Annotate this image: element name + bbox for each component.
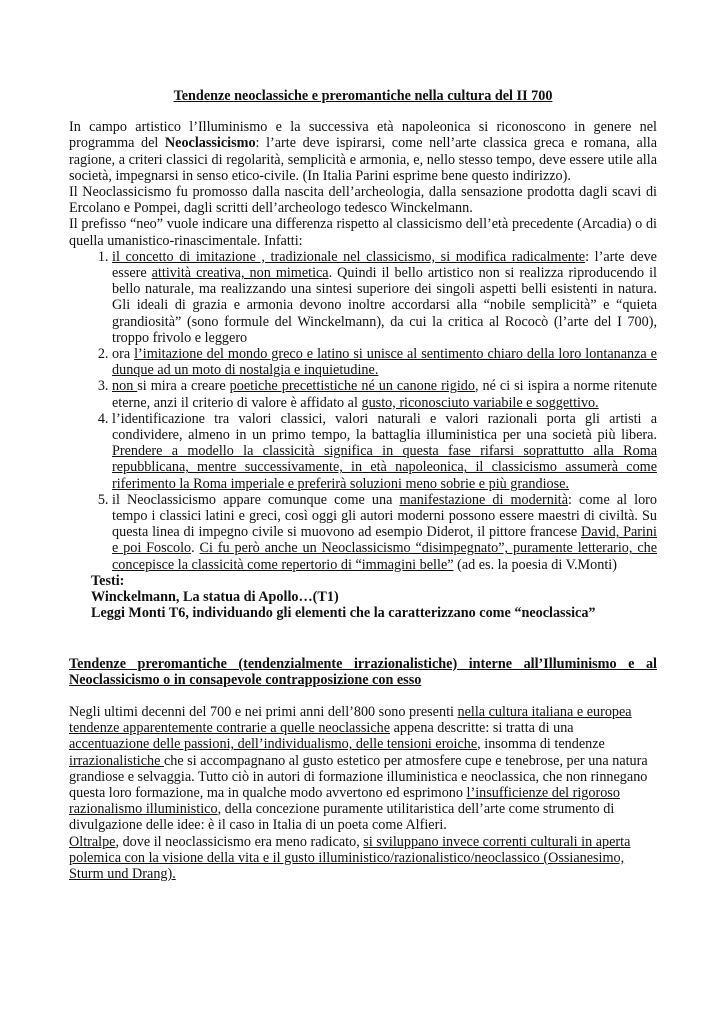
underlined-text: non (112, 378, 138, 395)
underlined-text: Ci fu però anche un Neoclassicismo “disimpegnato”, puramente letterario, che concepisce la classicità come repertorio di “immagini belle” (112, 540, 658, 573)
underlined-text: Oltralpe (69, 833, 116, 850)
texts-line-2: Leggi Monti T6, individuando gli elementi che la caratterizzano come “neoclassica” (91, 605, 596, 622)
document-body (69, 88, 657, 882)
section-paragraph-2 (69, 834, 657, 883)
text-span: il Neoclassicismo appare comunque come una (112, 491, 400, 508)
document-title: Tendenze neoclassiche e preromantiche nella cultura del II 700 (173, 88, 553, 104)
text-span: ora (112, 346, 135, 363)
underlined-text: gusto, riconosciuto variabile e soggettivo. (361, 394, 599, 411)
section-heading: Tendenze preromantiche (tendenzialmente irrazionalistiche) interne all’Illuminismo e al Neoclassicismo o in consapevole contrapposizione con esso (69, 655, 657, 688)
text-span: , dove il neoclassicismo era meno radicato, (115, 833, 364, 850)
numbered-list (69, 249, 657, 573)
text-span: : come al loro tempo i classici latini e greci, così oggi gli autori moderni possono essere maestri di civiltà. Su questa linea di impegno civile si muovono ad esempio Diderot, il pittore francese (112, 491, 657, 541)
text-span: . Quindi il bello artistico non si realizza riproducendo il bello naturale, ma realizzando una sintesi superiore dei singoli aspetti belli esistenti in natura. Gli ideali di grazia e armonia devono inoltre accordarsi alla “nobile semplicità” e “quieta grandiosità” (sono formule del Winckelmann), da cui la critica al Rococò (l’arte del I 700), troppo frivolo e leggero (112, 265, 657, 346)
intro-paragraph-3: Il prefisso “neo” vuole indicare una differenza rispetto al classicismo dell’età precedente (Arcadia) o di quella umanistico-rinascimentale. Infatti: (69, 216, 657, 249)
texts-label: Testi: (91, 572, 125, 589)
underlined-text: David, Parini e poi Foscolo (112, 524, 658, 557)
text-span: si mira a creare (137, 378, 230, 395)
text-span: l’identificazione tra valori classici, valori naturali e valori razionali porta gli artisti a condividere, almeno in un primo tempo, la battaglia illuministica per una società più libera. (112, 410, 657, 444)
list-item (112, 378, 657, 410)
text-span: : l’arte deve ispirarsi, come nell’arte classica greca e romana, alla ragione, a criteri classici di regolarità, semplicità e armonia, e, nello stesso tempo, deve essere utile alla società, impegnarsi in senso etico-civile. (In Italia Parini esprime bene questo indirizzo). (69, 135, 657, 184)
intro-paragraph-2: Il Neoclassicismo fu promosso dalla nascita dell’archeologia, dalla sensazione prodotta dagli scavi di Ercolano e Pompei, dagli scritti dell’archeologo tedesco Winckelmann. (69, 184, 657, 217)
underlined-text: manifestazione di modernità (399, 491, 569, 508)
list-item (112, 411, 657, 492)
text-span: In campo artistico l’Illuminismo e la successiva età napoleonica si riconoscono in genere nel programma del (69, 119, 657, 152)
text-span: , della concezione puramente utilitaristica dell’arte come strumento di divulgazione delle idee: è il caso in Italia di un poeta come Alfieri. (69, 801, 615, 834)
text-span: appena descritte: si tratta di una (390, 720, 574, 737)
list-item (112, 492, 657, 573)
underlined-text: l’imitazione del mondo greco e latino si unisce al sentimento chiaro della loro lontananza e dunque ad un moto di nostalgia e inquietudine. (112, 346, 657, 379)
text-span: . (191, 540, 200, 557)
underlined-text: il concetto di imitazione , tradizionale nel classicismo, si modifica radicalmente (112, 248, 586, 265)
underlined-text: nella cultura italiana e europea tendenze apparentemente contrarie a quelle neoclassiche (69, 703, 632, 737)
underlined-text: Prendere a modello la classicità significa in questa fase rifarsi soprattutto alla Roma repubblicana, mentre successivamente, in età napoleonica, il classicismo assumerà come riferimento la Roma imperiale e preferirà soluzioni meno sobrie e più grandiose. (112, 443, 657, 492)
text-span: : l’arte deve essere (112, 248, 657, 282)
underlined-text: irrazionalistiche (69, 752, 164, 769)
text-span: , né ci si ispira a norme ritenute eterne, anzi il criterio di valore è affidato al (112, 378, 657, 411)
intro-paragraph-1 (69, 119, 657, 184)
list-item (112, 249, 657, 346)
underlined-text: attività creativa, non mimetica (151, 265, 329, 282)
text-span: , insomma di tendenze (477, 736, 605, 753)
underlined-text: si sviluppano invece correnti culturali in aperta polemica con la visione della vita e il gusto illuministico/razionalistico/neoclassico (Ossianesimo, Sturm und Drang). (69, 833, 631, 882)
bold-term: Neoclassicismo (164, 135, 256, 152)
section-paragraph-1 (69, 704, 657, 834)
text-span: Negli ultimi decenni del 700 e nei primi anni dell’800 sono presenti (69, 703, 458, 720)
texts-block (69, 573, 657, 622)
texts-line-1: Winckelmann, La statua di Apollo…(T1) (91, 589, 339, 606)
underlined-text: accentuazione delle passioni, dell’individualismo, delle tensioni eroiche (69, 736, 478, 753)
underlined-text: poetiche precettistiche né un canone rigido (229, 378, 475, 395)
underlined-text: l’insufficienze del rigoroso razionalismo illuministico (69, 784, 620, 818)
text-span: che si accompagnano al gusto estetico per atmosfere cupe e tenebrose, per una natura grandiose e selvaggia. Tutto ciò in autori di formazione illuministica e neoclassica, che non rinnegano questa loro formazione, ma in qualche modo avvertono ed esprimono (69, 752, 648, 801)
text-span: (ad es. la poesia di V.Monti) (453, 556, 617, 573)
list-item (112, 346, 657, 378)
